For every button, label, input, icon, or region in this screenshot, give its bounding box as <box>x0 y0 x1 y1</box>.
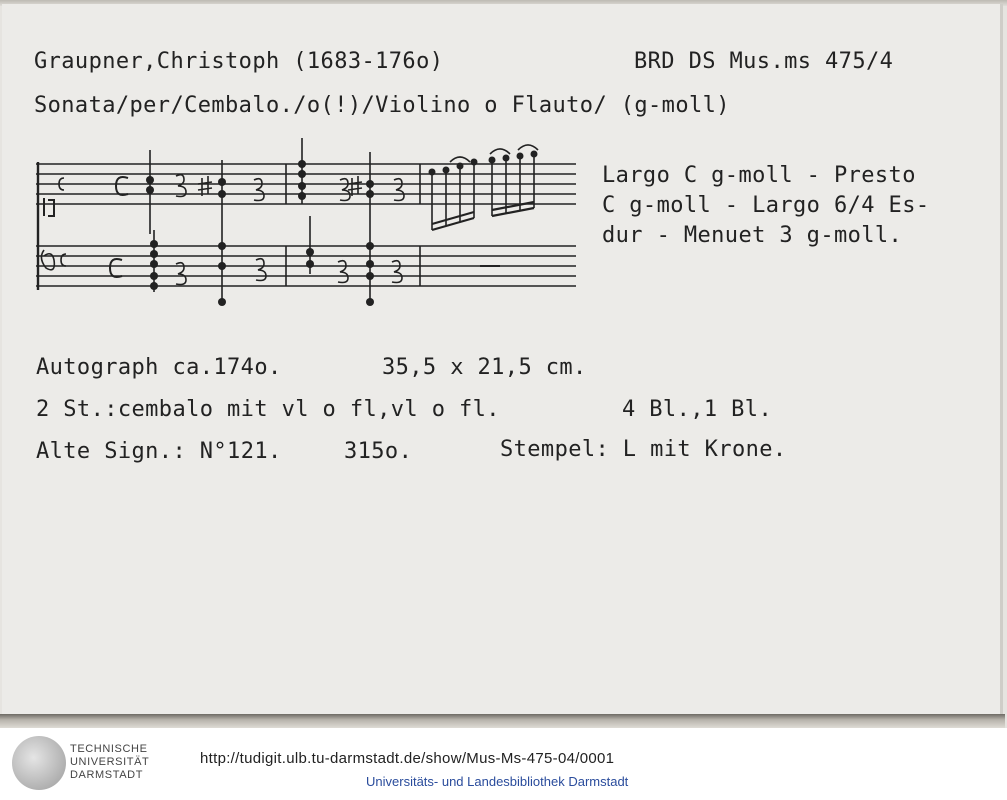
old-signature-number: N°121. <box>199 439 282 464</box>
autograph-note: Autograph ca.174o. <box>36 355 282 380</box>
incipit-movements-line-3: dur - Menuet 3 g-moll. <box>602 223 903 248</box>
incipit-movements-line-1: Largo C g-moll - Presto <box>602 163 916 188</box>
university-seal-icon <box>12 736 66 790</box>
old-signature-label: Alte Sign.: <box>36 439 187 464</box>
university-logo[interactable] <box>12 736 180 794</box>
old-signature <box>36 439 282 465</box>
incipit-movements-line-2: C g-moll - Largo 6/4 Es- <box>602 193 930 218</box>
leaves-count: 4 Bl.,1 Bl. <box>622 397 773 422</box>
old-signature-extra: 315o. <box>344 439 413 464</box>
work-title: Sonata/per/Cembalo./o(!)/Violino o Flauto/ (g-moll) <box>34 93 730 118</box>
parts-note: 2 St.:cembalo mit vl o fl,vl o fl. <box>36 397 500 422</box>
logo-text: TECHNISCHE UNIVERSITÄT DARMSTADT <box>70 743 150 781</box>
permalink-url[interactable]: http://tudigit.ulb.tu-darmstadt.de/show/Mus-Ms-475-04/0001 <box>200 750 615 767</box>
library-link[interactable]: Universitäts- und Landesbibliothek Darmstadt <box>366 774 629 789</box>
dimensions: 35,5 x 21,5 cm. <box>382 355 587 380</box>
shelfmark: BRD DS Mus.ms 475/4 <box>634 49 894 74</box>
composer-line: Graupner,Christoph (1683-176o) <box>34 49 444 74</box>
music-incipit <box>30 134 590 314</box>
stamp-note: Stempel: L mit Krone. <box>500 437 787 462</box>
card-bottom-edge <box>0 714 1005 728</box>
footer-bar <box>0 728 1007 800</box>
